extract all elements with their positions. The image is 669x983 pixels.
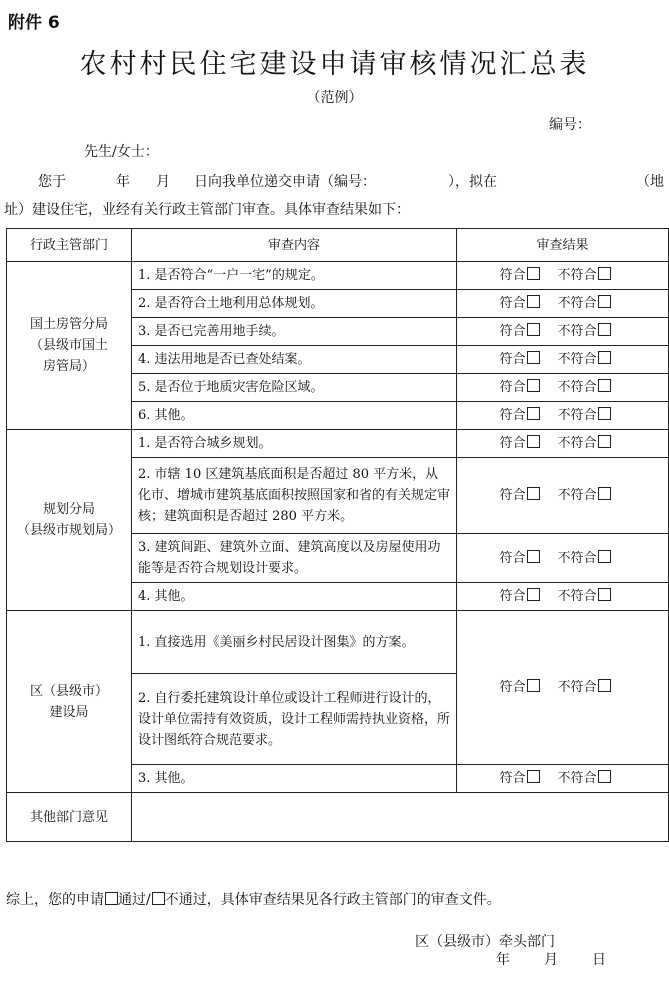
fail-checkbox[interactable] xyxy=(598,487,611,500)
attachment-label: 附件 6 xyxy=(8,13,60,33)
pass-checkbox[interactable] xyxy=(527,588,540,601)
table-row xyxy=(7,611,669,674)
construction-item-1: 1. 直接选用《美丽乡村民居设计图集》的方案。 xyxy=(132,611,457,674)
construction-item-3: 3. 其他。 xyxy=(132,765,457,793)
land-item-5: 5. 是否位于地质灾害危险区域。 xyxy=(132,374,457,402)
fail-checkbox[interactable] xyxy=(598,379,611,392)
dept-planning-line2: （县级市规划局） xyxy=(16,523,121,538)
dept-land-line2: （县级市国土 xyxy=(29,338,108,353)
construction-item-2: 2. 自行委托建筑设计单位或设计工程师进行设计的，设计单位需持有效资质，设计工程师需持执业资格，所设计图纸符合规范要求。 xyxy=(132,674,457,765)
fail-checkbox[interactable] xyxy=(598,679,611,692)
intro-line2: 址）建设住宅，业经有关行政主管部门审查。具体审查结果如下： xyxy=(4,202,410,218)
subtitle: （范例） xyxy=(306,90,363,106)
serial-label: 编号： xyxy=(549,117,591,133)
header-dept: 行政主管部门 xyxy=(7,229,132,262)
result-cell: 符合 不符合 xyxy=(457,458,669,534)
dept-land-line3: 房管局） xyxy=(42,359,95,374)
intro-place: （地 xyxy=(636,174,664,190)
fail-checkbox[interactable] xyxy=(598,407,611,420)
intro-year: 年 xyxy=(116,174,130,190)
fail-checkbox[interactable] xyxy=(598,351,611,364)
fail-checkbox[interactable] xyxy=(598,550,611,563)
other-dept-opinion[interactable] xyxy=(132,793,669,842)
land-item-4: 4. 违法用地是否已查处结案。 xyxy=(132,346,457,374)
dept-land-line1: 国土房管分局 xyxy=(29,317,108,332)
table-header-row xyxy=(7,229,669,262)
summary-before: 综上，您的申请 xyxy=(6,892,104,908)
result-cell: 符合 不符合 xyxy=(457,430,669,458)
table-row xyxy=(7,430,669,458)
summary-line xyxy=(6,889,501,909)
summary-pass: 通过/ xyxy=(118,892,151,908)
pass-checkbox[interactable] xyxy=(527,323,540,336)
dept-construction xyxy=(7,611,132,793)
dept-planning-line1: 规划分局 xyxy=(42,502,95,517)
intro-you: 您于 xyxy=(38,174,66,190)
summary-after: 不通过，具体审查结果见各行政主管部门的审查文件。 xyxy=(164,892,501,908)
pass-checkbox[interactable] xyxy=(527,435,540,448)
reject-checkbox[interactable] xyxy=(152,892,165,905)
pass-checkbox[interactable] xyxy=(527,679,540,692)
footer-month: 月 xyxy=(544,952,558,968)
pass-checkbox[interactable] xyxy=(527,487,540,500)
land-item-1: 1. 是否符合“一户一宅”的规定。 xyxy=(132,262,457,290)
result-cell: 符合 不符合 xyxy=(457,765,669,793)
result-cell: 符合 不符合 xyxy=(457,346,669,374)
pass-checkbox[interactable] xyxy=(527,295,540,308)
fail-checkbox[interactable] xyxy=(598,770,611,783)
dept-construction-line1: 区（县级市） xyxy=(29,683,108,699)
pass-checkbox[interactable] xyxy=(527,550,540,563)
result-cell: 符合 不符合 xyxy=(457,534,669,583)
fail-checkbox[interactable] xyxy=(598,295,611,308)
footer-day: 日 xyxy=(592,952,606,968)
planning-item-2: 2. 市辖 10 区建筑基底面积是否超过 80 平方米，从化市、增城市建筑基底面积按照国家和省的有关规定审核；建筑面积是否超过 280 平方米。 xyxy=(132,458,457,534)
result-cell: 符合 不符合 xyxy=(457,611,669,765)
header-result: 审查结果 xyxy=(457,229,669,262)
result-cell: 符合 不符合 xyxy=(457,318,669,346)
intro-day-submit: 日向我单位递交申请（编号： xyxy=(194,174,376,190)
planning-item-4: 4. 其他。 xyxy=(132,583,457,611)
land-item-6: 6. 其他。 xyxy=(132,402,457,430)
fail-checkbox[interactable] xyxy=(598,323,611,336)
header-content: 审查内容 xyxy=(132,229,457,262)
fail-checkbox[interactable] xyxy=(598,588,611,601)
land-item-2: 2. 是否符合土地利用总体规划。 xyxy=(132,290,457,318)
pass-checkbox[interactable] xyxy=(527,267,540,280)
result-cell: 符合 不符合 xyxy=(457,402,669,430)
footer-year: 年 xyxy=(496,952,510,968)
result-cell: 符合 不符合 xyxy=(457,290,669,318)
planning-item-3: 3. 建筑间距、建筑外立面、建筑高度以及房屋使用功能等是否符合规划设计要求。 xyxy=(132,534,457,583)
table-row xyxy=(7,262,669,290)
dept-land xyxy=(7,262,132,430)
greeting: 先生/女士： xyxy=(84,144,159,160)
result-cell: 符合 不符合 xyxy=(457,374,669,402)
fail-checkbox[interactable] xyxy=(598,435,611,448)
table-row xyxy=(7,793,669,842)
approve-checkbox[interactable] xyxy=(105,892,118,905)
other-dept-label: 其他部门意见 xyxy=(7,793,132,842)
pass-checkbox[interactable] xyxy=(527,351,540,364)
land-item-3: 3. 是否已完善用地手续。 xyxy=(132,318,457,346)
result-cell: 符合 不符合 xyxy=(457,583,669,611)
planning-item-1: 1. 是否符合城乡规划。 xyxy=(132,430,457,458)
result-cell: 符合 不符合 xyxy=(457,262,669,290)
review-table xyxy=(6,228,669,842)
intro-close-paren: ），拟在 xyxy=(448,174,497,190)
fail-checkbox[interactable] xyxy=(598,267,611,280)
lead-department: 区（县级市）牵头部门 xyxy=(415,934,555,950)
page-title: 农村村民住宅建设申请审核情况汇总表 xyxy=(79,49,590,80)
pass-checkbox[interactable] xyxy=(527,407,540,420)
intro-month: 月 xyxy=(156,174,170,190)
pass-checkbox[interactable] xyxy=(527,770,540,783)
dept-planning xyxy=(7,430,132,611)
pass-checkbox[interactable] xyxy=(527,379,540,392)
dept-construction-line2: 建设局 xyxy=(49,704,89,720)
